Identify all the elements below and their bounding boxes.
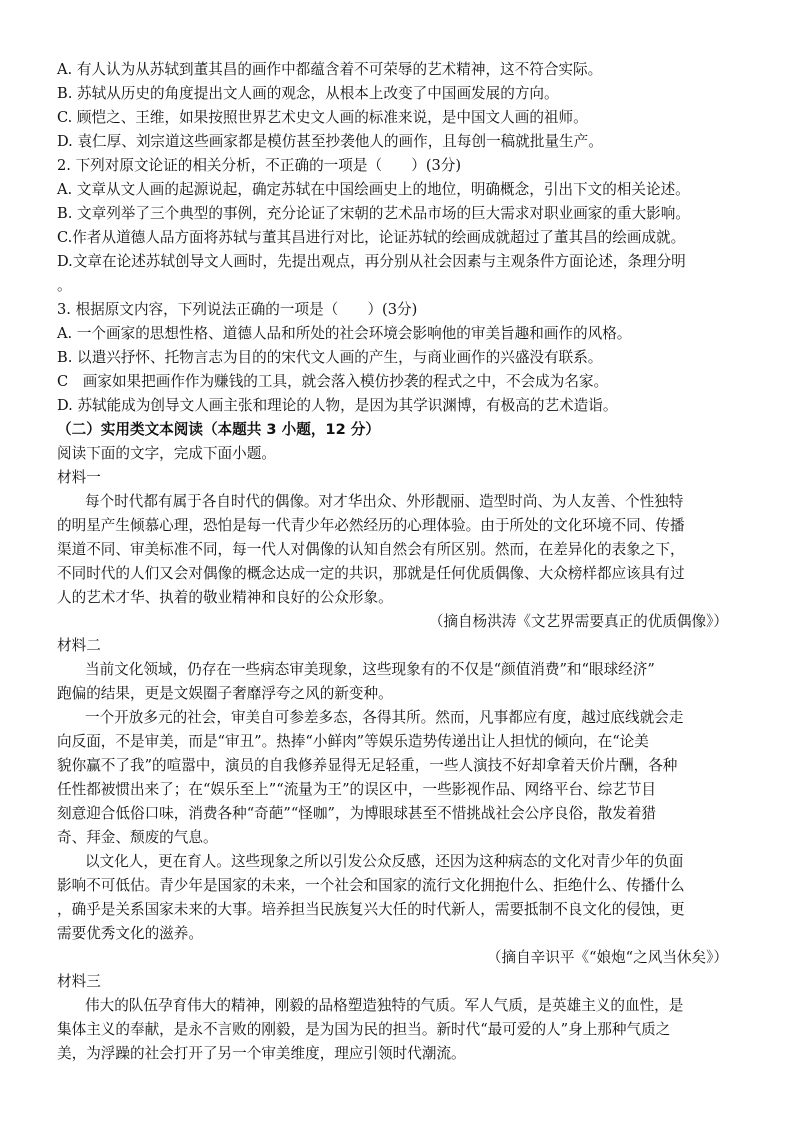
q3-stem: 3. 根据原文内容，下列说法正确的一项是（ ）(3分) <box>57 301 418 318</box>
material1-line: 每个时代都有属于各自时代的偶像。对才华出众、外形靓丽、造型时尚、为人友善、个性独特 <box>85 493 684 510</box>
material3-label: 材料三 <box>57 973 101 990</box>
reading-instruction: 阅读下面的文字，完成下面小题。 <box>57 445 276 462</box>
q1-option-a: A. 有人认为从苏轼到董其昌的画作中都蕴含着不可荣辱的艺术精神，这不符合实际。 <box>57 61 603 78</box>
material2-line: 当前文化领域，仍存在一些病态审美现象，这些现象有的不仅是“颜值消费”和“眼球经济” <box>85 661 655 678</box>
q2-option-c: C.作者从道德人品方面将苏轼与董其昌进行对比，论证苏轼的绘画成就超过了董其昌的绘画成就。 <box>57 229 686 246</box>
q2-option-a: A. 文章从文人画的起源说起，确定苏轼在中国绘画史上的地位，明确概念，引出下文的相关论述。 <box>57 181 690 198</box>
material2-line: 任性都被惯出来了；在“娱乐至上”“流量为王”的误区中，一些影视作品、网络平台、综艺节目 <box>57 781 657 798</box>
q2-stem: 2. 下列对原文论证的相关分析，不正确的一项是（ ）(3分) <box>57 157 462 174</box>
material2-line: 跑偏的结果，更是文娱圈子奢靡浮夸之风的新变种。 <box>57 685 393 702</box>
material1-line: 渠道不同、审美标准不同，每一代人对偶像的认知自然会有所区别。然而，在差异化的表象之下， <box>57 541 685 558</box>
q2-option-d: D.文章在论述苏轼创导文人画时，先提出观点，再分别从社会因素与主观条件方面论述，条理分明 <box>57 253 686 270</box>
material2-line: 貌你赢不了我”的喧嚣中，演员的自我修养显得无足轻重，一些人演技不好却拿着天价片酬，各种 <box>57 757 678 774</box>
q1-option-c: C. 顾恺之、王维，如果按照世界艺术史文人画的标准来说，是中国文人画的祖师。 <box>57 109 588 126</box>
material1-source: （摘自杨洪涛《文艺界需要真正的优质偶像》） <box>428 613 728 630</box>
q3-option-a: A. 一个画家的思想性格、道德人品和所处的社会环境会影响他的审美旨趣和画作的风格。 <box>57 325 632 342</box>
q3-option-c: C 画家如果把画作作为赚钱的工具，就会落入模仿抄袭的程式之中，不会成为名家。 <box>57 373 609 390</box>
q1-option-b: B. 苏轼从历史的角度提出文人画的观念，从根本上改变了中国画发展的方向。 <box>57 85 559 102</box>
material2-line: 奇、拜金、颓废的气息。 <box>57 829 218 846</box>
q1-option-d: D. 袁仁厚、刘宗道这些画家都是模仿甚至抄袭他人的画作，且每创一稿就批量生产。 <box>57 133 603 150</box>
q2-option-b: B. 文章列举了三个典型的事例，充分论证了宋朝的艺术品市场的巨大需求对职业画家的重大影响。 <box>57 205 690 222</box>
q3-option-d: D. 苏轼能成为创导文人画主张和理论的人物，是因为其学识渊博，有极高的艺术造诣。 <box>57 397 618 414</box>
material3-line: 集体主义的奉献，是永不言败的刚毅，是为国为民的担当。新时代“最可爱的人”身上那种气质之 <box>57 1021 671 1038</box>
material3-line: 美，为浮躁的社会打开了另一个审美维度，理应引领时代潮流。 <box>57 1045 466 1062</box>
material1-line: 的明星产生倾慕心理，恐怕是每一代青少年必然经历的心理体验。由于所处的文化环境不同、传播 <box>57 517 685 534</box>
material2-line: 刻意迎合低俗口味，消费各种“奇葩”“怪咖”，为博眼球甚至不惜挑战社会公序良俗，散发着猎 <box>57 805 657 822</box>
material2-line: 向反面，不是审美，而是“审丑”。热捧“小鲜肉”等娱乐造势传递出让人担忧的倾向，在“论美 <box>57 733 649 750</box>
material2-line: 需要优秀文化的滋养。 <box>57 925 203 942</box>
material2-label: 材料二 <box>57 637 101 654</box>
material2-line: 影响不可低估。青少年是国家的未来，一个社会和国家的流行文化拥抱什么、拒绝什么、传播什么 <box>57 877 685 894</box>
material2-line: ，确乎是关系国家未来的大事。培养担当民族复兴大任的时代新人，需要抵制不良文化的侵蚀，更 <box>57 901 685 918</box>
material2-line: 以文化人，更在育人。这些现象之所以引发公众反感，还因为这种病态的文化对青少年的负面 <box>85 853 684 870</box>
section-title: （二）实用类文本阅读（本题共 3 小题，12 分） <box>57 421 380 438</box>
q2-option-d-cont: 。 <box>57 277 72 294</box>
material2-line: 一个开放多元的社会，审美自可参差多态，各得其所。然而，凡事都应有度，越过底线就会走 <box>85 709 684 726</box>
material1-label: 材料一 <box>57 469 101 486</box>
material1-line: 不同时代的人们又会对偶像的概念达成一定的共识，那就是任何优质偶像、大众榜样都应该具有过 <box>57 565 685 582</box>
q3-option-b: B. 以遣兴抒怀、托物言志为目的的宋代文人画的产生，与商业画作的兴盛没有联系。 <box>57 349 603 366</box>
material3-line: 伟大的队伍孕育伟大的精神，刚毅的品格塑造独特的气质。军人气质，是英雄主义的血性，是 <box>85 997 684 1014</box>
material2-source: （摘自辛识平《“娘炮“之风当休矣》） <box>486 949 728 966</box>
material1-line: 人的艺术才华、执着的敬业精神和良好的公众形象。 <box>57 589 393 606</box>
